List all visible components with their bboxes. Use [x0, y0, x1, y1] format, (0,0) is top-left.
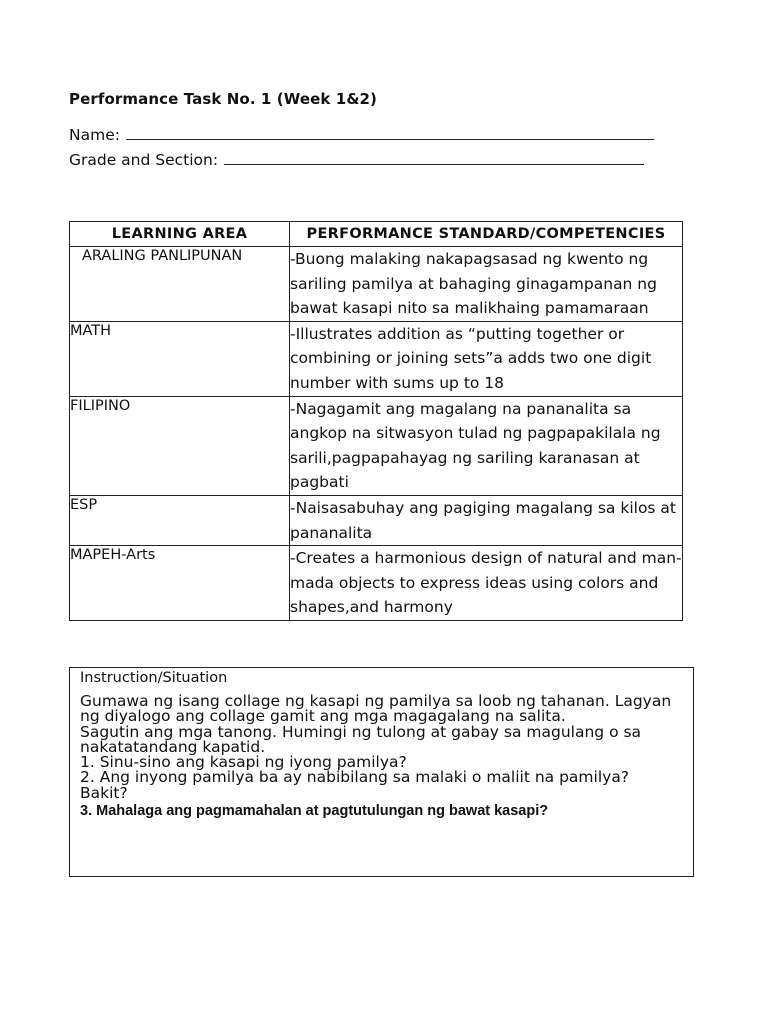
grade-section-blank-line[interactable] — [224, 150, 644, 165]
standard-cell: -Naisasabuhay ang pagiging magalang sa kilos at pananalita — [290, 495, 683, 545]
name-blank-line[interactable] — [126, 125, 654, 140]
instruction-paragraph: Gumawa ng isang collage ng kasapi ng pamilya sa loob ng tahanan. Lagyan ng diyalogo ang collage gamit ang mga magagalang na salita. — [80, 692, 672, 726]
standard-cell: -Nagagamit ang magalang na pananalita sa angkop na sitwasyon tulad ng pagpapakilala ng sarili,pagpapahayag ng sariling karanasan at pagbati — [290, 396, 683, 495]
question-item-bold: 3. Mahalaga ang pagmamahalan at pagtutulungan ng bawat kasapi? — [80, 803, 549, 820]
table-row — [70, 546, 683, 621]
name-label: Name: — [69, 126, 120, 144]
instruction-body — [80, 694, 680, 820]
grade-section-field — [69, 150, 644, 169]
table-row — [70, 396, 683, 495]
learning-area-cell: ESP — [70, 495, 290, 545]
table-row — [70, 321, 683, 396]
learning-area-cell: MATH — [70, 321, 290, 396]
instruction-box — [69, 667, 694, 877]
column-header-learning-area: LEARNING AREA — [70, 222, 290, 247]
column-header-performance-standard: PERFORMANCE STANDARD/COMPETENCIES — [290, 222, 683, 247]
competencies-table — [69, 221, 683, 621]
question-item: 1. Sinu-sino ang kasapi ng iyong pamilya? — [80, 753, 407, 772]
learning-area-cell: ARALING PANLIPUNAN — [70, 247, 290, 322]
table-row — [70, 247, 683, 322]
question-item: 2. Ang inyong pamilya ba ay nabibilang sa malaki o maliit na pamilya? Bakit? — [80, 768, 630, 802]
standard-cell: -Buong malaking nakapagsasad ng kwento ng sariling pamilya at bahaging ginagampanan ng bawat kasapi nito sa malikhaing pamamaraan — [290, 247, 683, 322]
page-title: Performance Task No. 1 (Week 1&2) — [69, 90, 378, 108]
name-field — [69, 125, 654, 144]
table-row — [70, 495, 683, 545]
learning-area-cell: MAPEH-Arts — [70, 546, 290, 621]
learning-area-cell: FILIPINO — [70, 396, 290, 495]
standard-cell: -Creates a harmonious design of natural and man-mada objects to express ideas using colors and shapes,and harmony — [290, 546, 683, 621]
instruction-heading: Instruction/Situation — [80, 670, 228, 686]
standard-cell: -Illustrates addition as “putting together or combining or joining sets”a adds two one digit number with sums up to 18 — [290, 321, 683, 396]
table-header-row — [70, 222, 683, 247]
instruction-paragraph: Sagutin ang mga tanong. Humingi ng tulong at gabay sa magulang o sa nakatatandang kapatid. — [80, 722, 642, 756]
grade-section-label: Grade and Section: — [69, 151, 219, 169]
